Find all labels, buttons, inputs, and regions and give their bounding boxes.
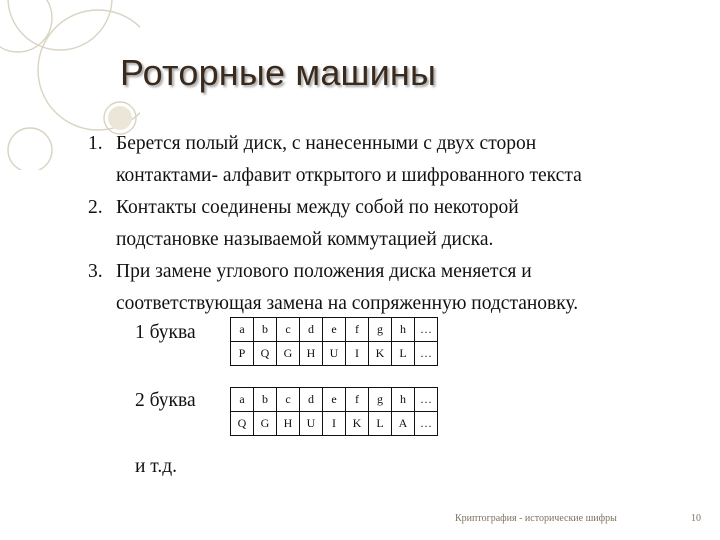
- plain-letter-cell: …: [415, 318, 438, 342]
- point-text-line: подстановке называемой коммутацией диска.: [116, 229, 494, 250]
- point-text-line: контактами- алфавит открытого и шифрованного текста: [116, 165, 582, 186]
- row-label-letter-2: 2 буква: [135, 390, 196, 411]
- plain-letter-cell: e: [323, 318, 346, 342]
- cipher-letter-cell: Q: [231, 412, 254, 436]
- plain-letter-cell: d: [300, 388, 323, 412]
- point-item: [88, 128, 708, 192]
- cipher-letter-cell: U: [300, 412, 323, 436]
- plain-letter-cell: g: [369, 318, 392, 342]
- etc-label: и т.д.: [135, 456, 178, 477]
- plain-letter-cell: b: [254, 318, 277, 342]
- slide-title: Роторные машины: [120, 52, 437, 93]
- plain-letter-cell: e: [323, 388, 346, 412]
- cipher-letter-cell: …: [415, 342, 438, 366]
- cipher-letter-cell: I: [346, 342, 369, 366]
- plain-letter-cell: c: [277, 318, 300, 342]
- plain-letter-cell: c: [277, 388, 300, 412]
- cipher-letter-cell: G: [254, 412, 277, 436]
- cipher-letter-cell: …: [415, 412, 438, 436]
- cipher-letter-cell: Q: [254, 342, 277, 366]
- cipher-letter-cell: K: [346, 412, 369, 436]
- cipher-letter-cell: P: [231, 342, 254, 366]
- point-text-line: соответствующая замена на сопряженную подстановку.: [116, 293, 579, 314]
- cipher-letter-cell: L: [392, 342, 415, 366]
- page-number: 10: [691, 513, 701, 524]
- point-item: [88, 192, 708, 256]
- cipher-letter-cell: U: [323, 342, 346, 366]
- cipher-letter-cell: A: [392, 412, 415, 436]
- plain-letter-cell: h: [392, 318, 415, 342]
- point-number: 1.: [88, 133, 103, 154]
- points-list: [88, 128, 708, 320]
- cipher-letter-cell: G: [277, 342, 300, 366]
- plain-letter-cell: a: [231, 318, 254, 342]
- point-text-line: Берется полый диск, с нанесенными с двух сторон: [116, 133, 537, 154]
- cipher-letter-cell: H: [300, 342, 323, 366]
- point-item: [88, 256, 708, 320]
- cipher-table-1: [230, 317, 438, 366]
- cipher-letter-cell: K: [369, 342, 392, 366]
- plain-letter-cell: f: [346, 388, 369, 412]
- footer-text: Криптография - исторические шифры: [455, 513, 617, 524]
- cipher-table-2: [230, 387, 438, 436]
- cipher-letter-cell: H: [277, 412, 300, 436]
- cipher-letter-cell: L: [369, 412, 392, 436]
- point-text-line: Контакты соединены между собой по некоторой: [116, 197, 519, 218]
- plain-letter-cell: a: [231, 388, 254, 412]
- plain-letter-cell: b: [254, 388, 277, 412]
- plain-letter-cell: d: [300, 318, 323, 342]
- point-number: 3.: [88, 261, 103, 282]
- plain-letter-cell: g: [369, 388, 392, 412]
- plain-letter-cell: h: [392, 388, 415, 412]
- point-text-line: При замене углового положения диска меняется и: [116, 261, 532, 282]
- cipher-letter-cell: I: [323, 412, 346, 436]
- point-number: 2.: [88, 197, 103, 218]
- plain-letter-cell: …: [415, 388, 438, 412]
- plain-letter-cell: f: [346, 318, 369, 342]
- row-label-letter-1: 1 буква: [135, 322, 196, 343]
